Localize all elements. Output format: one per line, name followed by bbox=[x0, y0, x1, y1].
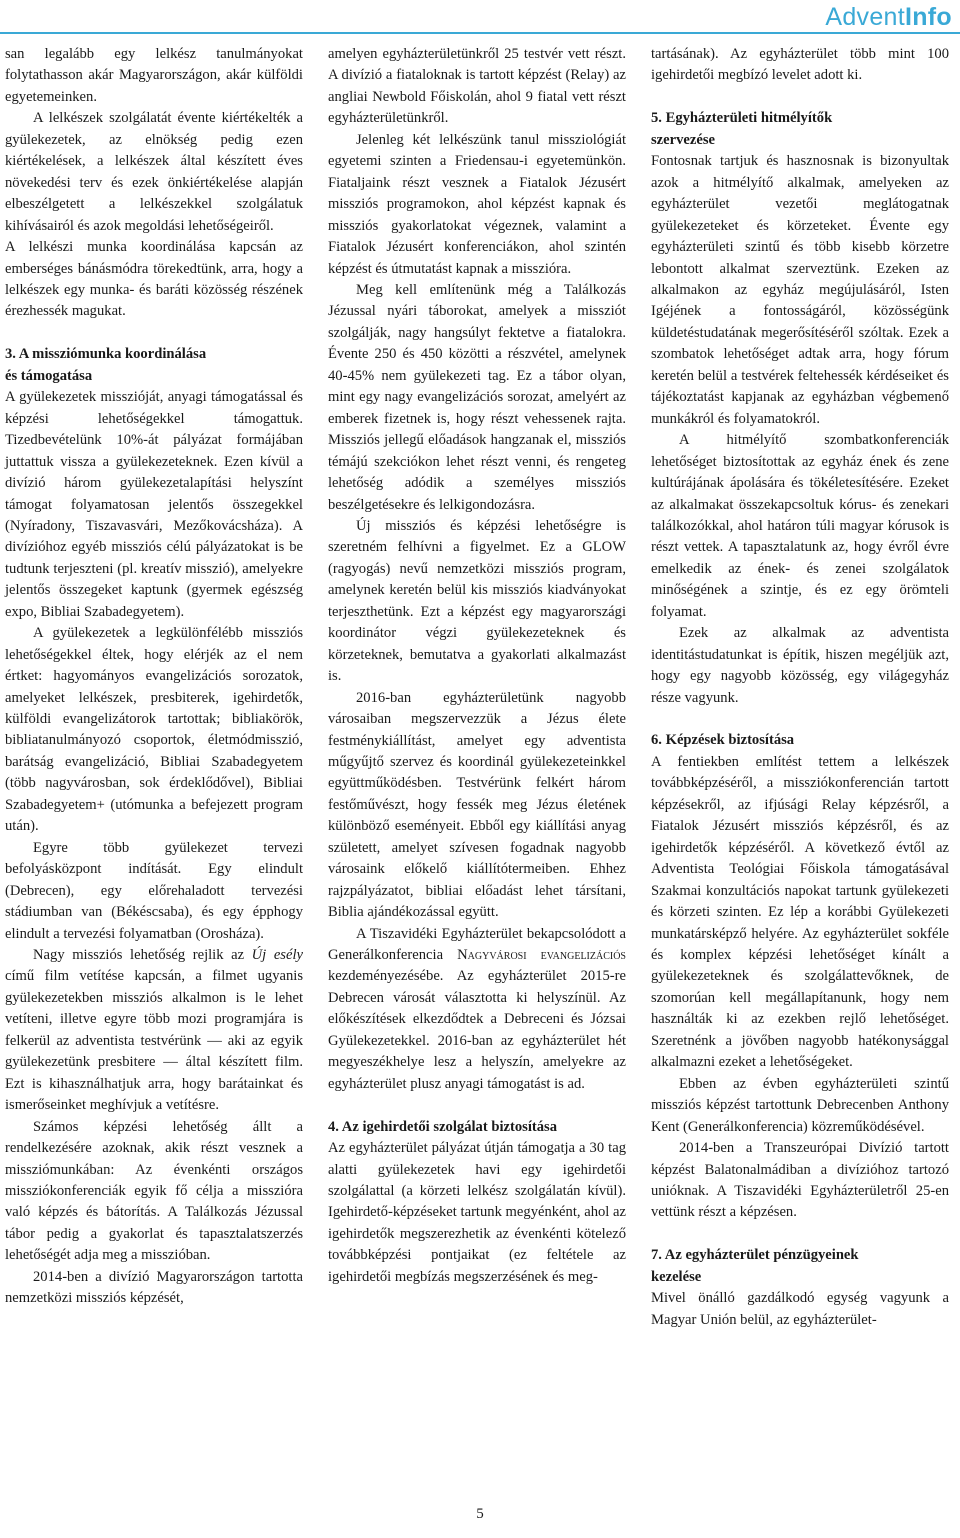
paragraph: Fontosnak tartjuk és hasznosnak is bizonyultak azok a hitmélyítő alkalmak, amelyeken az egyházterület vezetői meglátogatnak gyülekezeteket és körzeteket. Évente egy egyházterületi szintű és több kisebb körzetre lebontott alkalmat szerveztünk. Ezeken az alkalmakon az egyház megújulásáról, Isten Igéjének a fontosságáról, közösségünk küldetéstudatának megerősítéséről szóltak. Ezek a szombatok lehetőséget adtak arra, hogy fórum keretén belül a testvérek feltehessék kérdéseiket és tájékoztatást kapjanak az egyházban végbemenő munkákról és folyamatokról. bbox=[651, 153, 949, 427]
section-heading-7 bbox=[651, 1245, 949, 1288]
heading-line: kezelése bbox=[651, 1268, 702, 1285]
section-heading-4: 4. Az igehirdetői szolgálat biztosítása bbox=[328, 1118, 558, 1135]
section-heading-3 bbox=[5, 344, 303, 387]
heading-line: 3. A missziómunka koordinálása bbox=[5, 346, 207, 363]
spacer bbox=[651, 709, 949, 730]
column-1 bbox=[5, 44, 303, 1310]
logo-info: Info bbox=[904, 3, 952, 31]
paragraph: san legalább egy lelkész tanulmányokat folytathasson akár Magyarországon, akár külföldi egyetemeinken. bbox=[5, 46, 303, 105]
text-run: A Tiszavidéki Egyházterület bekapcsolódott a Generálkonferencia bbox=[328, 925, 626, 964]
spacer bbox=[651, 1224, 949, 1245]
paragraph: Új missziós és képzési lehetőségre is szeretném felhívni a figyelmet. Ez a GLOW (ragyogás) nevű nemzetközi missziós program, amelynek keretén belül kis missziós kiadványokat terjeszthetünk. Ezt a képzést egy magyarországi koordinátor végzi gyülekezeteknek és körzeteknek, bemutatva a gyakorlati alkalmazást is. bbox=[328, 517, 626, 685]
logo bbox=[825, 2, 952, 32]
paragraph bbox=[328, 924, 626, 1096]
column-2 bbox=[328, 44, 626, 1288]
spacer bbox=[651, 87, 949, 108]
paragraph: 2014-ben a Transzeurópai Divízió tartott képzést Balatonalmádiban a divízióhoz tartozó unióknak. A Tiszavidéki Egyházterületről 25-en vettünk részt a képzésen. bbox=[651, 1140, 949, 1221]
spacer bbox=[5, 323, 303, 344]
text-run: Nagy missziós lehetőség rejlik az bbox=[33, 947, 252, 964]
page-number: 5 bbox=[476, 1506, 484, 1522]
heading-line: és támogatása bbox=[5, 367, 93, 384]
heading-line: 5. Egyházterületi hitmélyítők bbox=[651, 110, 833, 127]
paragraph bbox=[5, 945, 303, 1117]
section-heading-5 bbox=[651, 108, 949, 151]
paragraph: Ezek az alkalmak az adventista identitástudatunkat is építik, hiszen megéljük azt, hogy egy nagyobb közösség, egy világegyház része vagyunk. bbox=[651, 625, 949, 706]
program-name: Nagyvárosi evangelizációs bbox=[457, 947, 626, 964]
column-3 bbox=[651, 44, 949, 1331]
spacer bbox=[328, 1095, 626, 1116]
paragraph: Mivel önálló gazdálkodó egység vagyunk a Magyar Unión belül, az egyházterület- bbox=[651, 1290, 949, 1328]
text-run: kezdeményezésébe. Az egyházterület 2015-re Debrecen városát választotta ki helyszínül. Az előkészítések elkezdődtek a Debreceni és Józsai Gyülekezetekkel. 2016-ban az egyházterület hét megyeszékhelye lesz a helyszín, amelyekre az egyházterület plusz anyagi támogatást is ad. bbox=[328, 968, 626, 1092]
film-title: Új esély bbox=[251, 947, 303, 964]
paragraph: 2016-ban egyházterületünk nagyobb városaiban megszervezzük a Jézus élete festménykiállítást, amelyet egy adventista műgyűjtő szervez és koordinál gyülekezeteinkkel együttműködésben. Testvérünk felkért három festőművészt, hogy fessék meg Jézus életének különböző eseményeit. Ebből egy kiállítási anyag született, amelyet szívesen fogadnak nagyobb városaink előkelő kiállítótermeiben. Ehhez rajzpályázatot, bibliai előadást lehet társítani, Biblia ajándékozással együtt. bbox=[328, 689, 626, 921]
paragraph: A gyülekezetek a legkülönfélébb missziós lehetőségekkel éltek, hogy elérjék az el nem értket: hagyományos evangelizációs sorozatok, amelyeket lelkészek, presbiterek, igehirdetők, külföldi evangelizátorok tartottak; bibliakörök, bibliatanulmányozó csoportok, életmódmisszió, barátság evangelizáció, Bibliai Szabadegyetem (több nagyvárosban, sok érdeklődővel), Bibliai Szabadegyetem+ (utómunka a befejezett program után). bbox=[5, 625, 303, 835]
text-run: című film vetítése kapcsán, a filmet ugyanis gyülekezetekben missziós alkalmon is le lehet vetíteni, illetve egyre több mozi programjára is felkerül az adventista testvérünk — aki az egyik gyülekezetünk presbitere — által készített film. Ezt is kihasználhatjuk arra, hogy barátainkat és ismerőseinket meghívjuk a vetítésre. bbox=[5, 968, 303, 1114]
section-heading-6: 6. Képzések biztosítása bbox=[651, 732, 795, 749]
header-rule bbox=[0, 32, 960, 34]
paragraph: A hitmélyítő szombatkonferenciák lehetőséget biztosítottak az egyház ének és zene kultúrájának ápolására és tökéletesítésére. Ezeket az alkalmakat összekapcsoltuk kórus- és zenekari találkozókkal, ahol határon túli magyar kórusok is részt vettek. A tapasztalatunk az, hogy évről évre emelkedik az ének- és zenei szolgálatok minőségének a szintje, és ez egy örömteli folyamat. bbox=[651, 432, 949, 620]
paragraph: 2014-ben a divízió Magyarországon tartotta nemzetközi missziós képzését, bbox=[5, 1268, 303, 1307]
paragraph: A fentiekben említést tettem a lelkészek továbbképzéséről, a missziókonferencián tartott képzésekről, az ifjúsági Relay képzésről, a Fiatalok Jézusért missziós képzésről, és az igehirdetők képzéséről. A következő évtől az Adventista Teológiai Főiskola támogatásával Szakmai konzultációs napokat tartunk gyülekezeti és körzeti szinten. Ez lép a korábbi Gyülekezeti munkatársképző helyére. Az egyházterület sokféle és komplex képzési lehetőséget kínált a gyülekezeteknek és szolgálattevőknek, de szomorúan kell megállapítanunk, hogy nem használták ki az ezekben rejlő lehetőséget. Szeretnénk a jövőben nagyobb hatékonysággal alkalmazni ezeket a lehetőségeket. bbox=[651, 753, 949, 1071]
paragraph: tartásának). Az egyházterület több mint 100 igehirdetői megbízó levelet adott ki. bbox=[651, 46, 949, 84]
paragraph: amelyen egyházterületünkről 25 testvér vett részt. A divízió a fiataloknak is tartott képzést (Relay) az angliai Newbold Főiskolán, ahol 9 fiatal vett részt egyházterületünkről. bbox=[328, 46, 626, 127]
heading-line: szervezése bbox=[651, 131, 715, 148]
paragraph: Ebben az évben egyházterületi szintű missziós képzést tartottunk Debrecenben Anthony Kent (Generálkonferencia) közreműködésével. bbox=[651, 1075, 949, 1135]
paragraph: Meg kell említenünk még a Találkozás Jézussal nyári táborokat, amelyek a missziót szolgálják, nagy hangsúlyt fektetve a fiatalokra. Évente 250 és 450 közötti a részvétel, amelynek 40-45% nem gyülekezeti tag. Ez a tábor olyan, mint egy nagy evangelizációs sorozat, amelyért az emberek fizetnek is, hogy részt vehessenek rajta. Missziós jellegű előadások hangzanak el, missziós témájú szekciókon lehet részt venni, és rengeteg lehetőség adódik a személyes missziós beszélgetésekre és lelkigondozásra. bbox=[328, 281, 626, 513]
paragraph: Jelenleg két lelkészünk tanul missziológiát egyetemi szinten a Friedensau-i egyetemünkön. Fiataljaink részt vesznek a Fiatalok Jézusért missziós programokon, ahol képzést kapnak és missziós gyakorlatokat végeznek, valamint a Fiatalok Jézusért konferenciákon, ahol szintén képzést és útmutatást kapnak a misszióra. bbox=[328, 131, 626, 277]
logo-advent: Advent bbox=[825, 3, 905, 31]
paragraph: A gyülekezetek misszióját, anyagi támogatással és képzési lehetőségekkel támogattuk. Tizedbevételünk 10%-át pályázat formájában juttattuk vissza a gyülekezeteknek. Ezen kívül a divízió három gyülekezetalapítási helyszínt támogat folyamatosan jelentős összegekkel (Nyíradony, Tiszavasvári, Mezőkovácsháza). A divízióhoz egyéb missziós célú pályázatokat is be tudtunk terjeszteni (pl. kreatív misszió), amelyekre jelentős összegeket kaptunk (gyermek egészség expo, Bibliai Szabadegyetem). bbox=[5, 389, 303, 620]
paragraph: Számos képzési lehetőség állt a rendelkezésére azoknak, akik részt vesznek a missziómunkában: Az évenkénti országos missziókonferenciák egyik fő célja a misszióra való képzés és bátorítás. A Találkozás Jézussal tábor pedig a gyakorlat és tapasztalatszerzés lehetőségét adja meg a misszióban. bbox=[5, 1118, 303, 1264]
paragraph: A lelkészek szolgálatát évente kiértékelték a gyülekezetek, az elnökség pedig ezen kiértékelések, a lelkészek által készített éves növekedési terv és ezek önkiértékelése alapján elbeszélgetett a lelkészekkel szolgálatuk kihívásairól és azok megoldási lehetőségeiről. bbox=[5, 110, 303, 234]
heading-line: 7. Az egyházterület pénzügyeinek bbox=[651, 1247, 859, 1264]
paragraph: Egyre több gyülekezet tervezi befolyásközpont indítását. Egy elindult (Debrecen), egy előrehaladott tervezési stádiumban van (Békéscsaba), és egy épphogy elindult a tervezési folyamatban (Orosháza). bbox=[5, 839, 303, 942]
paragraph: Az egyházterület pályázat útján támogatja a 30 tag alatti gyülekezetek havi egy igehirdetői szolgálattal (a körzeti lelkész szolgálatán kívül). Igehirdető-képzéseket tartunk megyénként, ahol az igehirdetők megszerezhetik az évenkénti kötelező továbbképzési pontjaikat (ez feltétele az igehirdetői megbízás megszerzésének és meg- bbox=[328, 1140, 626, 1285]
paragraph: A lelkészi munka koordinálása kapcsán az emberséges bánásmódra törekedtünk, arra, hogy a lelkészek egy munka- és baráti közösség részének érezhessék magukat. bbox=[5, 239, 303, 320]
